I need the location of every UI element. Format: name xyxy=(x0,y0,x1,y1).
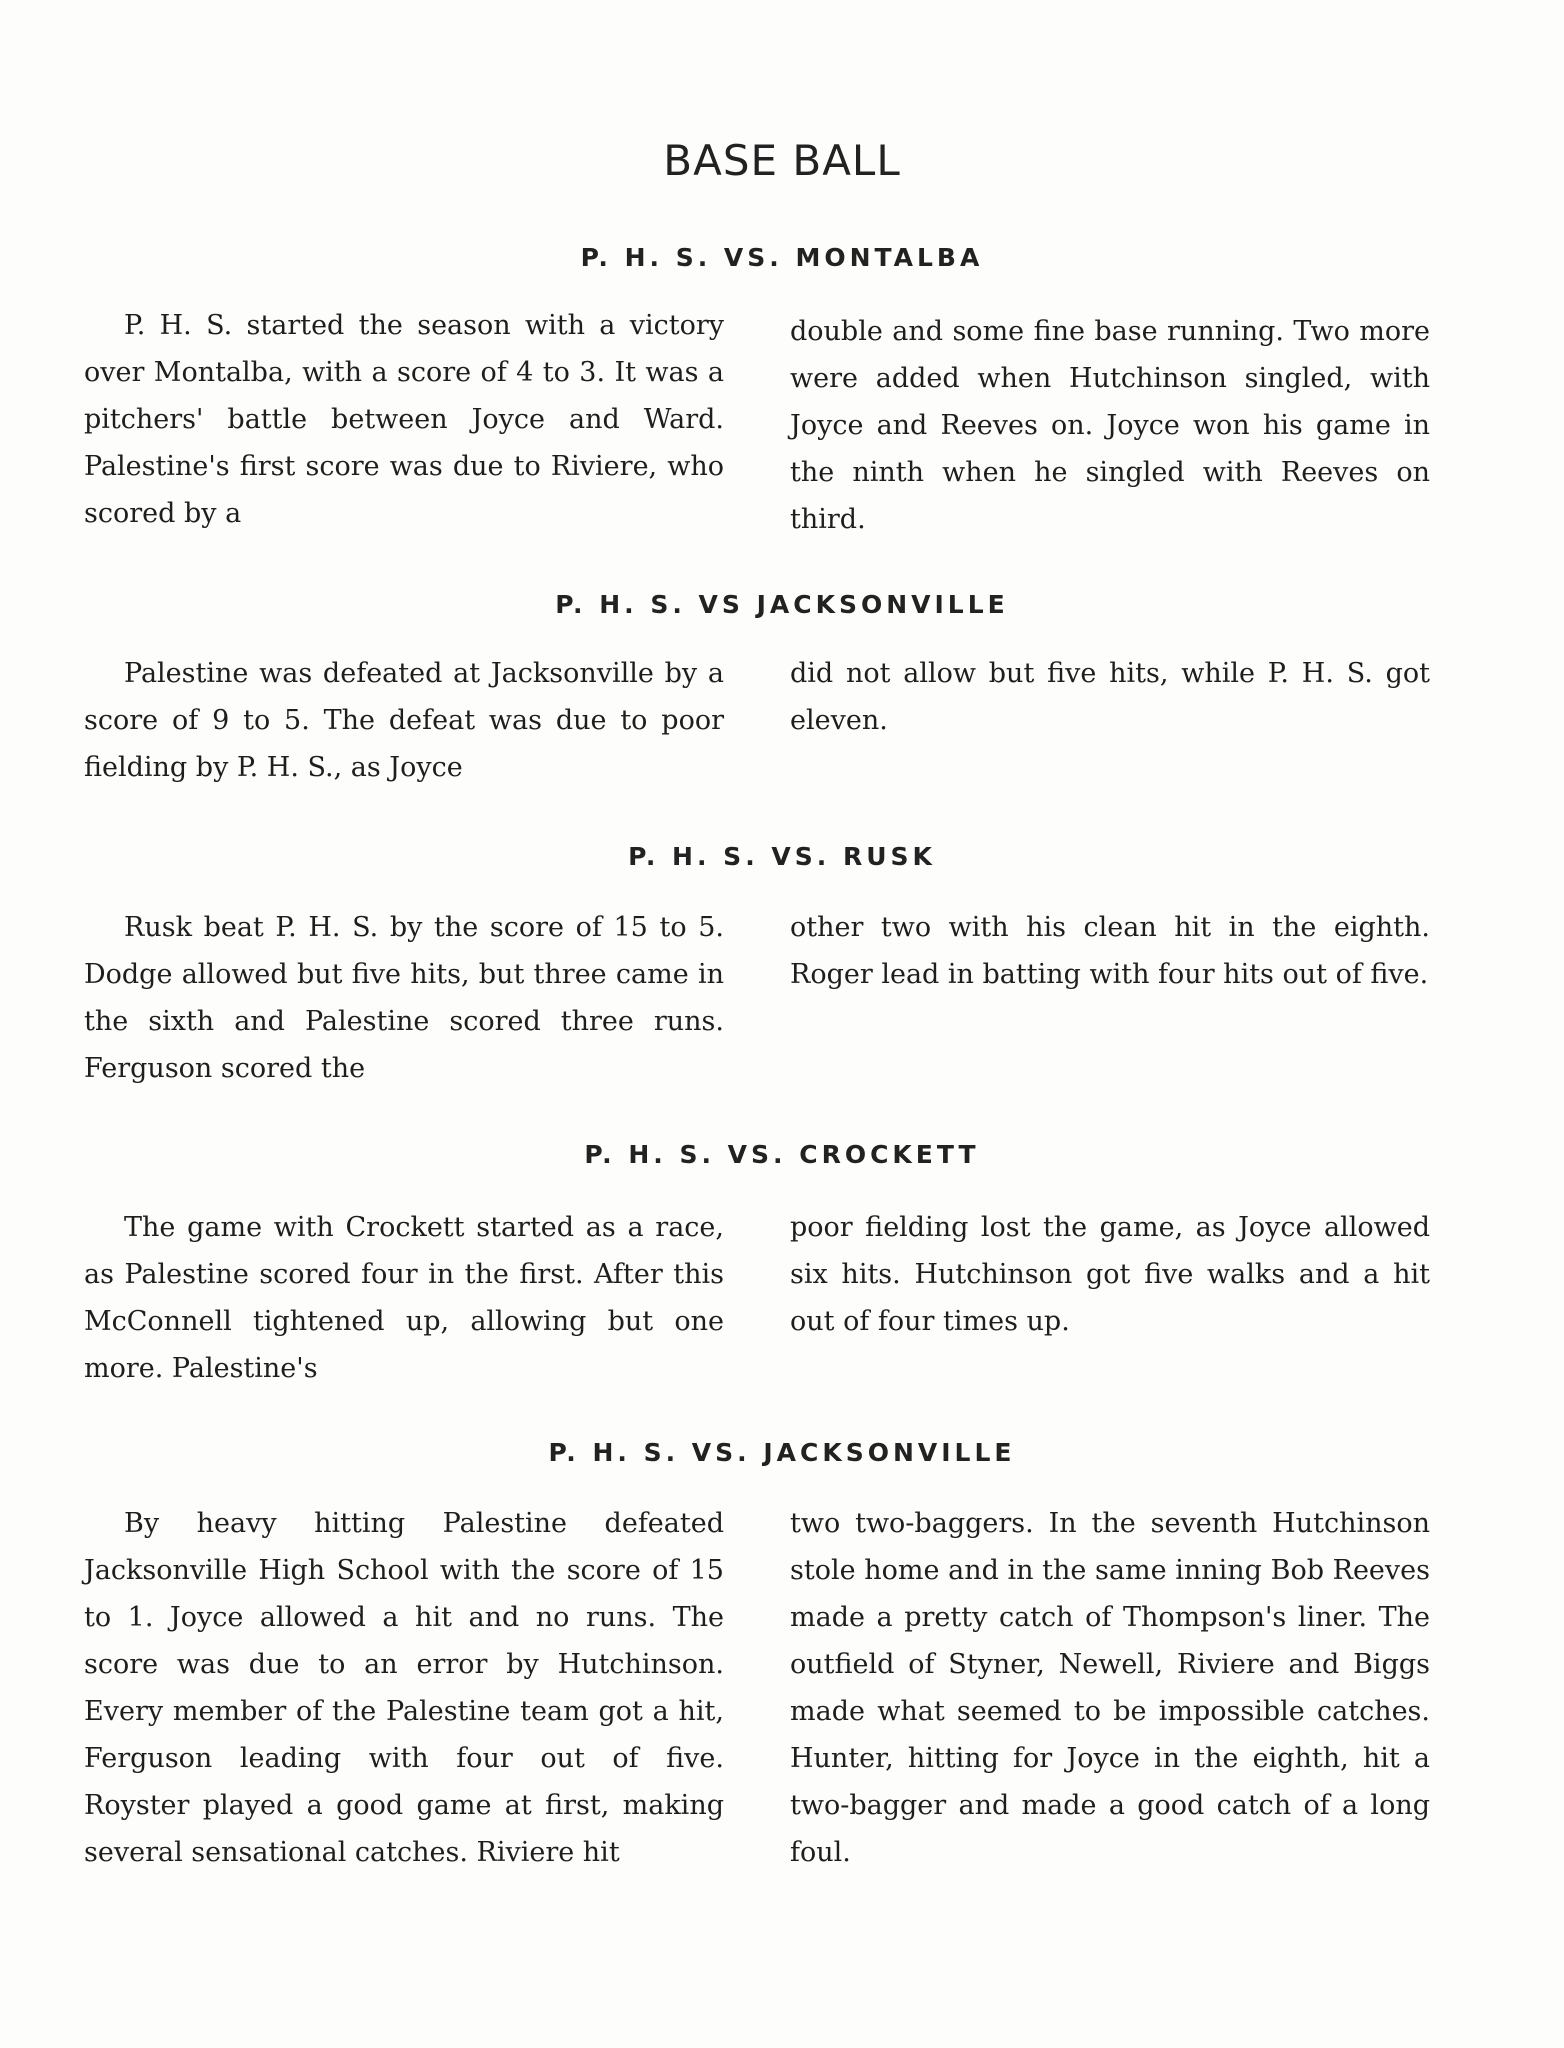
section-montalba-left-column: P. H. S. started the season with a victory over Montalba, with a score of 4 to 3. It was a pitchers' battle between Joyce and Ward. Palestine's first score was due to Riviere, who scored by a xyxy=(84,310,724,529)
page-title: BASE BALL xyxy=(663,136,901,185)
section-heading-jacksonville-1: P. H. S. VS JACKSONVILLE xyxy=(555,590,1009,619)
section-jacksonville-2-right-column: two two-baggers. In the seventh Hutchinson stole home and in the same inning Bob Reeves made a pretty catch of Thompson's liner. The outfield of Styner, Newell, Riviere and Biggs made what seemed to be impossible catches. Hunter, hitting for Joyce in the eighth, hit a two-bagger and made a good catch of a long foul. xyxy=(790,1508,1430,1868)
section-crockett-right-column: poor fielding lost the game, as Joyce allowed six hits. Hutchinson got five walks and a hit out of four times up. xyxy=(790,1212,1430,1337)
section-jacksonville-2-left-column: By heavy hitting Palestine defeated Jacksonville High School with the score of 15 to 1. Joyce allowed a hit and no runs. The score was due to an error by Hutchinson. Every member of the Palestine team got a hit, Ferguson leading with four out of five. Royster played a good game at first, making several sensational catches. Riviere hit xyxy=(84,1508,724,1868)
section-jacksonville-1-left-column: Palestine was defeated at Jacksonville by a score of 9 to 5. The defeat was due to poor fielding by P. H. S., as Joyce xyxy=(84,658,724,783)
section-rusk-left-column: Rusk beat P. H. S. by the score of 15 to 5. Dodge allowed but five hits, but three came in the sixth and Palestine scored three runs. Ferguson scored the xyxy=(84,912,724,1084)
section-heading-jacksonville-2: P. H. S. VS. JACKSONVILLE xyxy=(548,1438,1016,1467)
section-crockett-left-column: The game with Crockett started as a race, as Palestine scored four in the first. After this McConnell tightened up, allowing but one more. Palestine's xyxy=(84,1212,724,1384)
section-rusk-right-column: other two with his clean hit in the eighth. Roger lead in batting with four hits out of five. xyxy=(790,912,1430,990)
section-heading-rusk: P. H. S. VS. RUSK xyxy=(628,842,936,871)
section-jacksonville-1-right-column: did not allow but five hits, while P. H. S. got eleven. xyxy=(790,658,1430,736)
section-montalba-right-column: double and some fine base running. Two more were added when Hutchinson singled, with Joyce and Reeves on. Joyce won his game in the ninth when he singled with Reeves on third. xyxy=(790,316,1430,535)
section-heading-crockett: P. H. S. VS. CROCKETT xyxy=(584,1140,980,1169)
section-heading-montalba: P. H. S. VS. MONTALBA xyxy=(580,243,984,272)
